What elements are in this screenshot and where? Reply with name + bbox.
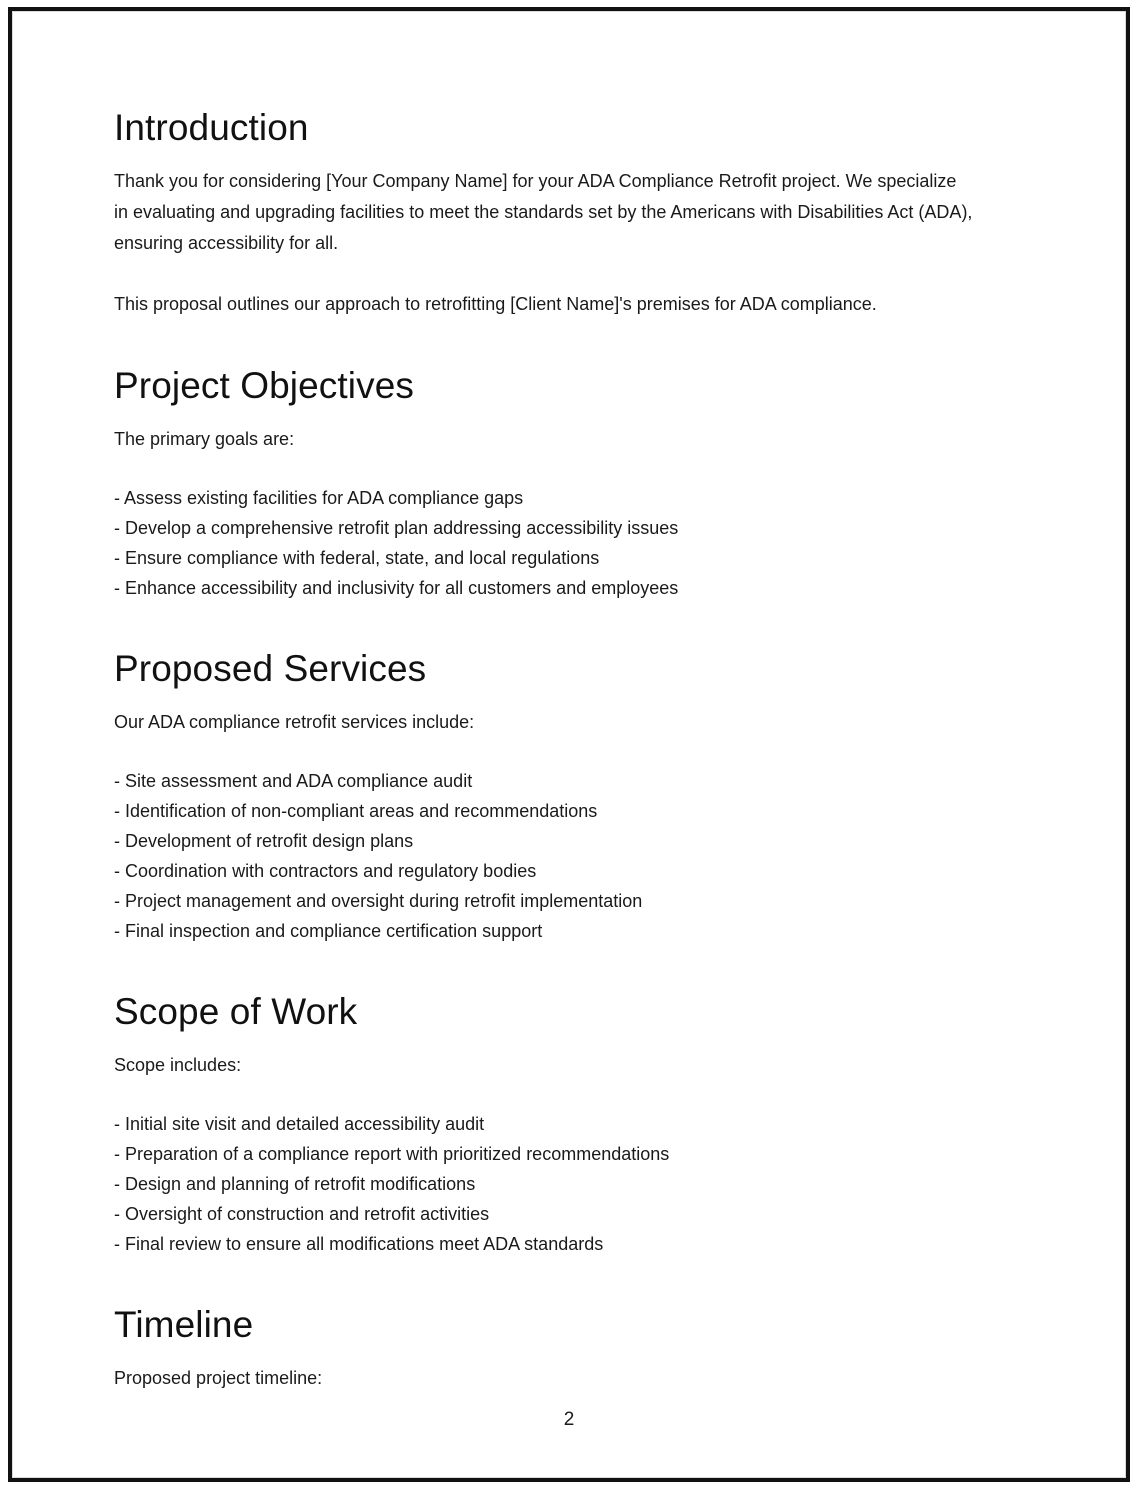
list-item: - Site assessment and ADA compliance audit: [114, 771, 473, 791]
section-timeline: [114, 1303, 974, 1394]
lead-in-proposed-services: Our ADA compliance retrofit services include:: [114, 712, 475, 732]
list-item: - Initial site visit and detailed accessibility audit: [114, 1114, 485, 1134]
section-introduction: [114, 106, 974, 320]
list-item: - Ensure compliance with federal, state, and local regulations: [114, 548, 600, 568]
heading-introduction: Introduction: [114, 107, 309, 148]
list-item: - Preparation of a compliance report with prioritized recommendations: [114, 1144, 670, 1164]
lead-in-project-objectives: The primary goals are:: [114, 429, 295, 449]
section-project-objectives: [114, 364, 974, 603]
section-scope-of-work: [114, 990, 974, 1259]
paragraph-spacer: [114, 259, 974, 289]
list-spacer: [114, 738, 974, 766]
list-spacer: [114, 455, 974, 483]
list-spacer: [114, 1081, 974, 1109]
lead-in-timeline: Proposed project timeline:: [114, 1368, 323, 1388]
list-project-objectives: [114, 483, 974, 603]
section-proposed-services: [114, 647, 974, 946]
list-item: - Design and planning of retrofit modifications: [114, 1174, 476, 1194]
document-page: [8, 7, 1130, 1482]
heading-timeline: Timeline: [114, 1304, 254, 1345]
paragraph-introduction-1: Thank you for considering [Your Company Name] for your ADA Compliance Retrofit project. We specialize in evaluating and upgrading facilities to meet the standards set by the Americans with Disabilities Act (ADA), ensuring accessibility for all.: [114, 171, 973, 253]
list-item: - Development of retrofit design plans: [114, 831, 414, 851]
list-item: - Project management and oversight during retrofit implementation: [114, 891, 643, 911]
page-number: 2: [563, 1409, 575, 1430]
list-item: - Identification of non-compliant areas and recommendations: [114, 801, 598, 821]
lead-in-scope-of-work: Scope includes:: [114, 1055, 242, 1075]
list-item: - Oversight of construction and retrofit activities: [114, 1204, 490, 1224]
list-item: - Final review to ensure all modifications meet ADA standards: [114, 1234, 604, 1254]
page-content: [114, 106, 974, 1394]
list-item: - Final inspection and compliance certification support: [114, 921, 543, 941]
heading-project-objectives: Project Objectives: [114, 365, 414, 406]
heading-scope-of-work: Scope of Work: [114, 991, 358, 1032]
list-proposed-services: [114, 766, 974, 946]
list-item: - Develop a comprehensive retrofit plan addressing accessibility issues: [114, 518, 679, 538]
list-item: - Coordination with contractors and regulatory bodies: [114, 861, 537, 881]
list-item: - Enhance accessibility and inclusivity for all customers and employees: [114, 578, 679, 598]
list-scope-of-work: [114, 1109, 974, 1259]
heading-proposed-services: Proposed Services: [114, 648, 427, 689]
list-item: - Assess existing facilities for ADA compliance gaps: [114, 488, 524, 508]
paragraph-introduction-2: This proposal outlines our approach to retrofitting [Client Name]'s premises for ADA compliance.: [114, 294, 877, 314]
